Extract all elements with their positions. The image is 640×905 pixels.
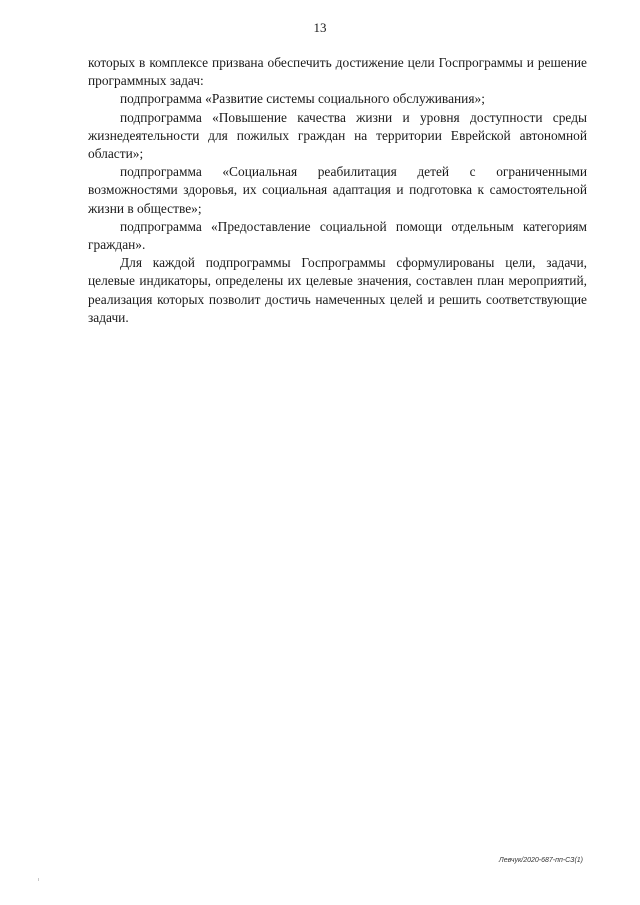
document-body	[88, 54, 587, 327]
page-number: 13	[313, 20, 327, 35]
paragraph-subprogram-elderly: подпрограмма «Повышение качества жизни и уровня доступности среды жизнедеятельности для пожилых граждан на территории Еврейской автономной области»;	[88, 109, 587, 162]
paragraph-subprogram-social-aid: подпрограмма «Предоставление социальной помощи отдельным категориям граждан».	[88, 218, 587, 253]
paragraph-continuation: которых в комплексе призвана обеспечить достижение цели Госпрограммы и решение программных задач:	[88, 55, 587, 89]
paragraph-subprogram-social-services: подпрограмма «Развитие системы социального обслуживания»;	[120, 91, 485, 107]
scan-artifact	[38, 878, 39, 881]
paragraph-summary: Для каждой подпрограммы Госпрограммы сформулированы цели, задачи, целевые индикаторы, определены их целевые значения, составлен план мероприятий, реализация которых позволит достичь намеченных целей и решить соответствующие задачи.	[88, 255, 587, 325]
document-footer-code: Левчук/2020-687-пп-СЗ(1)	[498, 857, 583, 864]
paragraph-subprogram-children-rehab: подпрограмма «Социальная реабилитация детей с ограниченными возможностями здоровья, их социальная адаптация и подготовка к самостоятельной жизни в обществе»;	[88, 164, 587, 216]
